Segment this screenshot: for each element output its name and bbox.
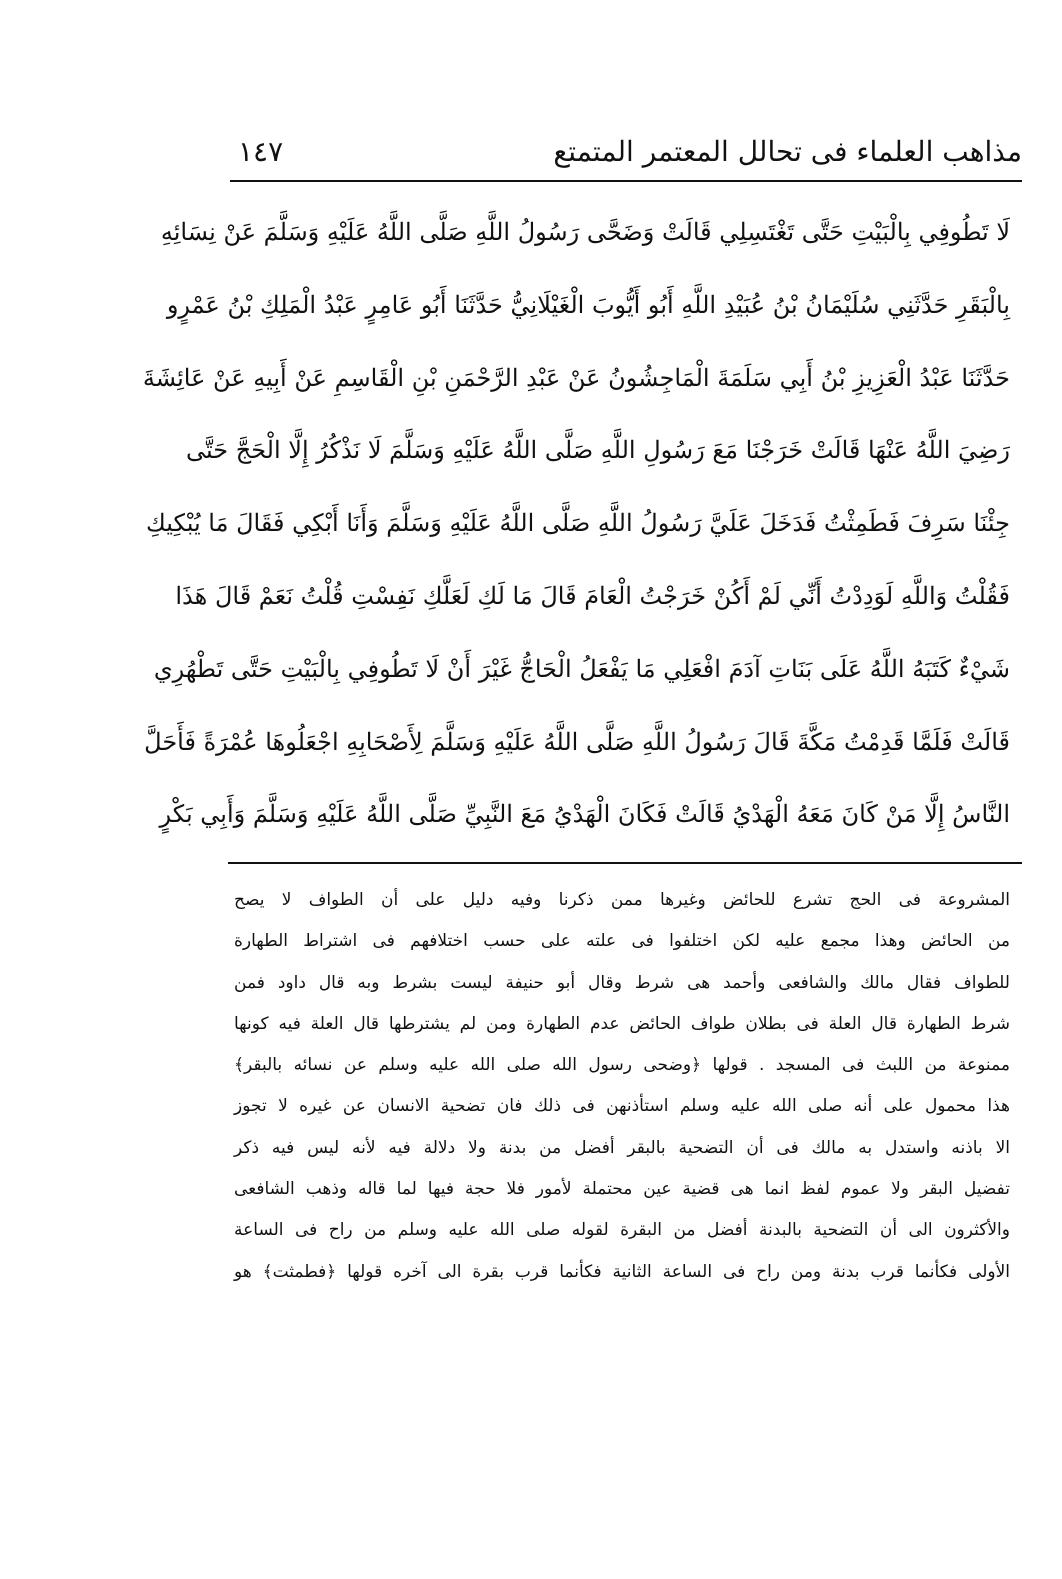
commentary-text xyxy=(234,880,1010,1293)
section-divider xyxy=(228,862,1022,864)
commentary-line: شرط الطهارة قال العلة فى بطلان طواف الحائض عدم الطهارة ومن لم يشترطها قال العلة فيه كونها xyxy=(234,1013,1010,1034)
hadith-text xyxy=(142,196,1010,851)
text-line: جِئْنَا سَرِفَ فَطَمِثْتُ فَدَخَلَ عَلَيَّ رَسُولُ اللَّهِ صَلَّى اللَّهُ عَلَيْهِ وَسَلَّمَ وَأَنَا أَبْكِي فَقَالَ مَا يُبْكِيكِ xyxy=(146,509,1010,538)
page-header xyxy=(230,128,1022,176)
commentary-line: هذا محمول على أنه صلى الله عليه وسلم استأذنهن فى ذلك فان تضحية الانسان عن غيره لا تجوز xyxy=(234,1096,1010,1117)
page-number: ١٤٧ xyxy=(238,135,284,168)
header-rule xyxy=(230,180,1022,182)
commentary-line: للطواف فقال مالك والشافعى وأحمد هى شرط وقال أبو حنيفة ليست بشرط وبه قال داود فمن xyxy=(234,972,1010,993)
commentary-line: تفضيل البقر ولا عموم لفظ انما هى قضية عين محتملة لأمور فلا حجة فيها لما قاله وذهب الشافعى xyxy=(234,1179,1010,1200)
text-line: النَّاسُ إِلَّا مَنْ كَانَ مَعَهُ الْهَدْيُ قَالَتْ فَكَانَ الْهَدْيُ مَعَ النَّبِيِّ صَلَّى اللَّهُ عَلَيْهِ وَسَلَّمَ وَأَبِي بَكْرٍ xyxy=(159,800,1010,829)
text-line: لَا تَطُوفِي بِالْبَيْتِ حَتَّى تَغْتَسِلِي قَالَتْ وَضَحَّى رَسُولُ اللَّهِ صَلَّى اللَّهُ عَلَيْهِ وَسَلَّمَ عَنْ نِسَائِهِ xyxy=(160,218,1010,246)
commentary-line: والأكثرون الى أن التضحية بالبدنة أفضل من البقرة لقوله صلى الله عليه وسلم من راح فى الساعة xyxy=(234,1220,1010,1241)
text-line: رَضِيَ اللَّهُ عَنْهَا قَالَتْ خَرَجْنَا مَعَ رَسُولِ اللَّهِ صَلَّى اللَّهُ عَلَيْهِ وَسَلَّمَ لَا نَذْكُرُ إِلَّا الْحَجَّ حَتَّى xyxy=(185,436,1010,465)
text-line: فَقُلْتُ وَاللَّهِ لَوَدِدْتُ أَنِّي لَمْ أَكُنْ خَرَجْتُ الْعَامَ قَالَ مَا لَكِ لَعَلَّكِ نَفِسْتِ قُلْتُ نَعَمْ قَالَ هَذَا xyxy=(175,581,1010,610)
text-line: قَالَتْ فَلَمَّا قَدِمْتُ مَكَّةَ قَالَ رَسُولُ اللَّهِ صَلَّى اللَّهُ عَلَيْهِ وَسَلَّمَ لِأَصْحَابِهِ اجْعَلُوهَا عُمْرَةً فَأَحَلَّ xyxy=(144,727,1010,756)
text-line: حَدَّثَنَا عَبْدُ الْعَزِيزِ بْنُ أَبِي سَلَمَةَ الْمَاجِشُونُ عَنْ عَبْدِ الرَّحْمَنِ بْنِ الْقَاسِمِ عَنْ أَبِيهِ عَنْ عَائِشَةَ xyxy=(142,363,1010,392)
commentary-line: الا باذنه واستدل به مالك فى أن التضحية بالبقر أفضل من بدنة ولا دلالة فيه لأنه ليس فيه ذكر xyxy=(234,1137,1010,1158)
commentary-line: ممنوعة من اللبث فى المسجد . قولها ﴿وضحى رسول الله صلى الله عليه وسلم عن نسائه بالبقر﴾ xyxy=(234,1055,1010,1076)
commentary-line: المشروعة فى الحج تشرع للحائض وغيرها ممن ذكرنا وفيه دليل على أن الطواف لا يصح xyxy=(234,890,1010,910)
text-line: بِالْبَقَرِ حَدَّثَنِي سُلَيْمَانُ بْنُ عُبَيْدِ اللَّهِ أَبُو أَيُّوبَ الْغَيْلَانِيُّ حَدَّثَنَا أَبُو عَامِرٍ عَبْدُ الْمَلِكِ بْنُ عَمْرٍو xyxy=(166,290,1010,319)
text-line: شَيْءٌ كَتَبَهُ اللَّهُ عَلَى بَنَاتِ آدَمَ افْعَلِي مَا يَفْعَلُ الْحَاجُّ غَيْرَ أَنْ لَا تَطُوفِي بِالْبَيْتِ حَتَّى تَطْهُرِي xyxy=(153,654,1010,683)
running-title: مذاهب العلماء فى تحالل المعتمر المتمتع xyxy=(553,135,1022,168)
commentary-line: الأولى فكأنما قرب بدنة ومن راح فى الساعة الثانية فكأنما قرب بقرة الى آخره قولها ﴿فطمثت﴾ هو xyxy=(234,1261,1010,1282)
commentary-line: من الحائض وهذا مجمع عليه لكن اختلفوا فى علته على حسب اختلافهم فى اشتراط الطهارة xyxy=(234,931,1010,952)
